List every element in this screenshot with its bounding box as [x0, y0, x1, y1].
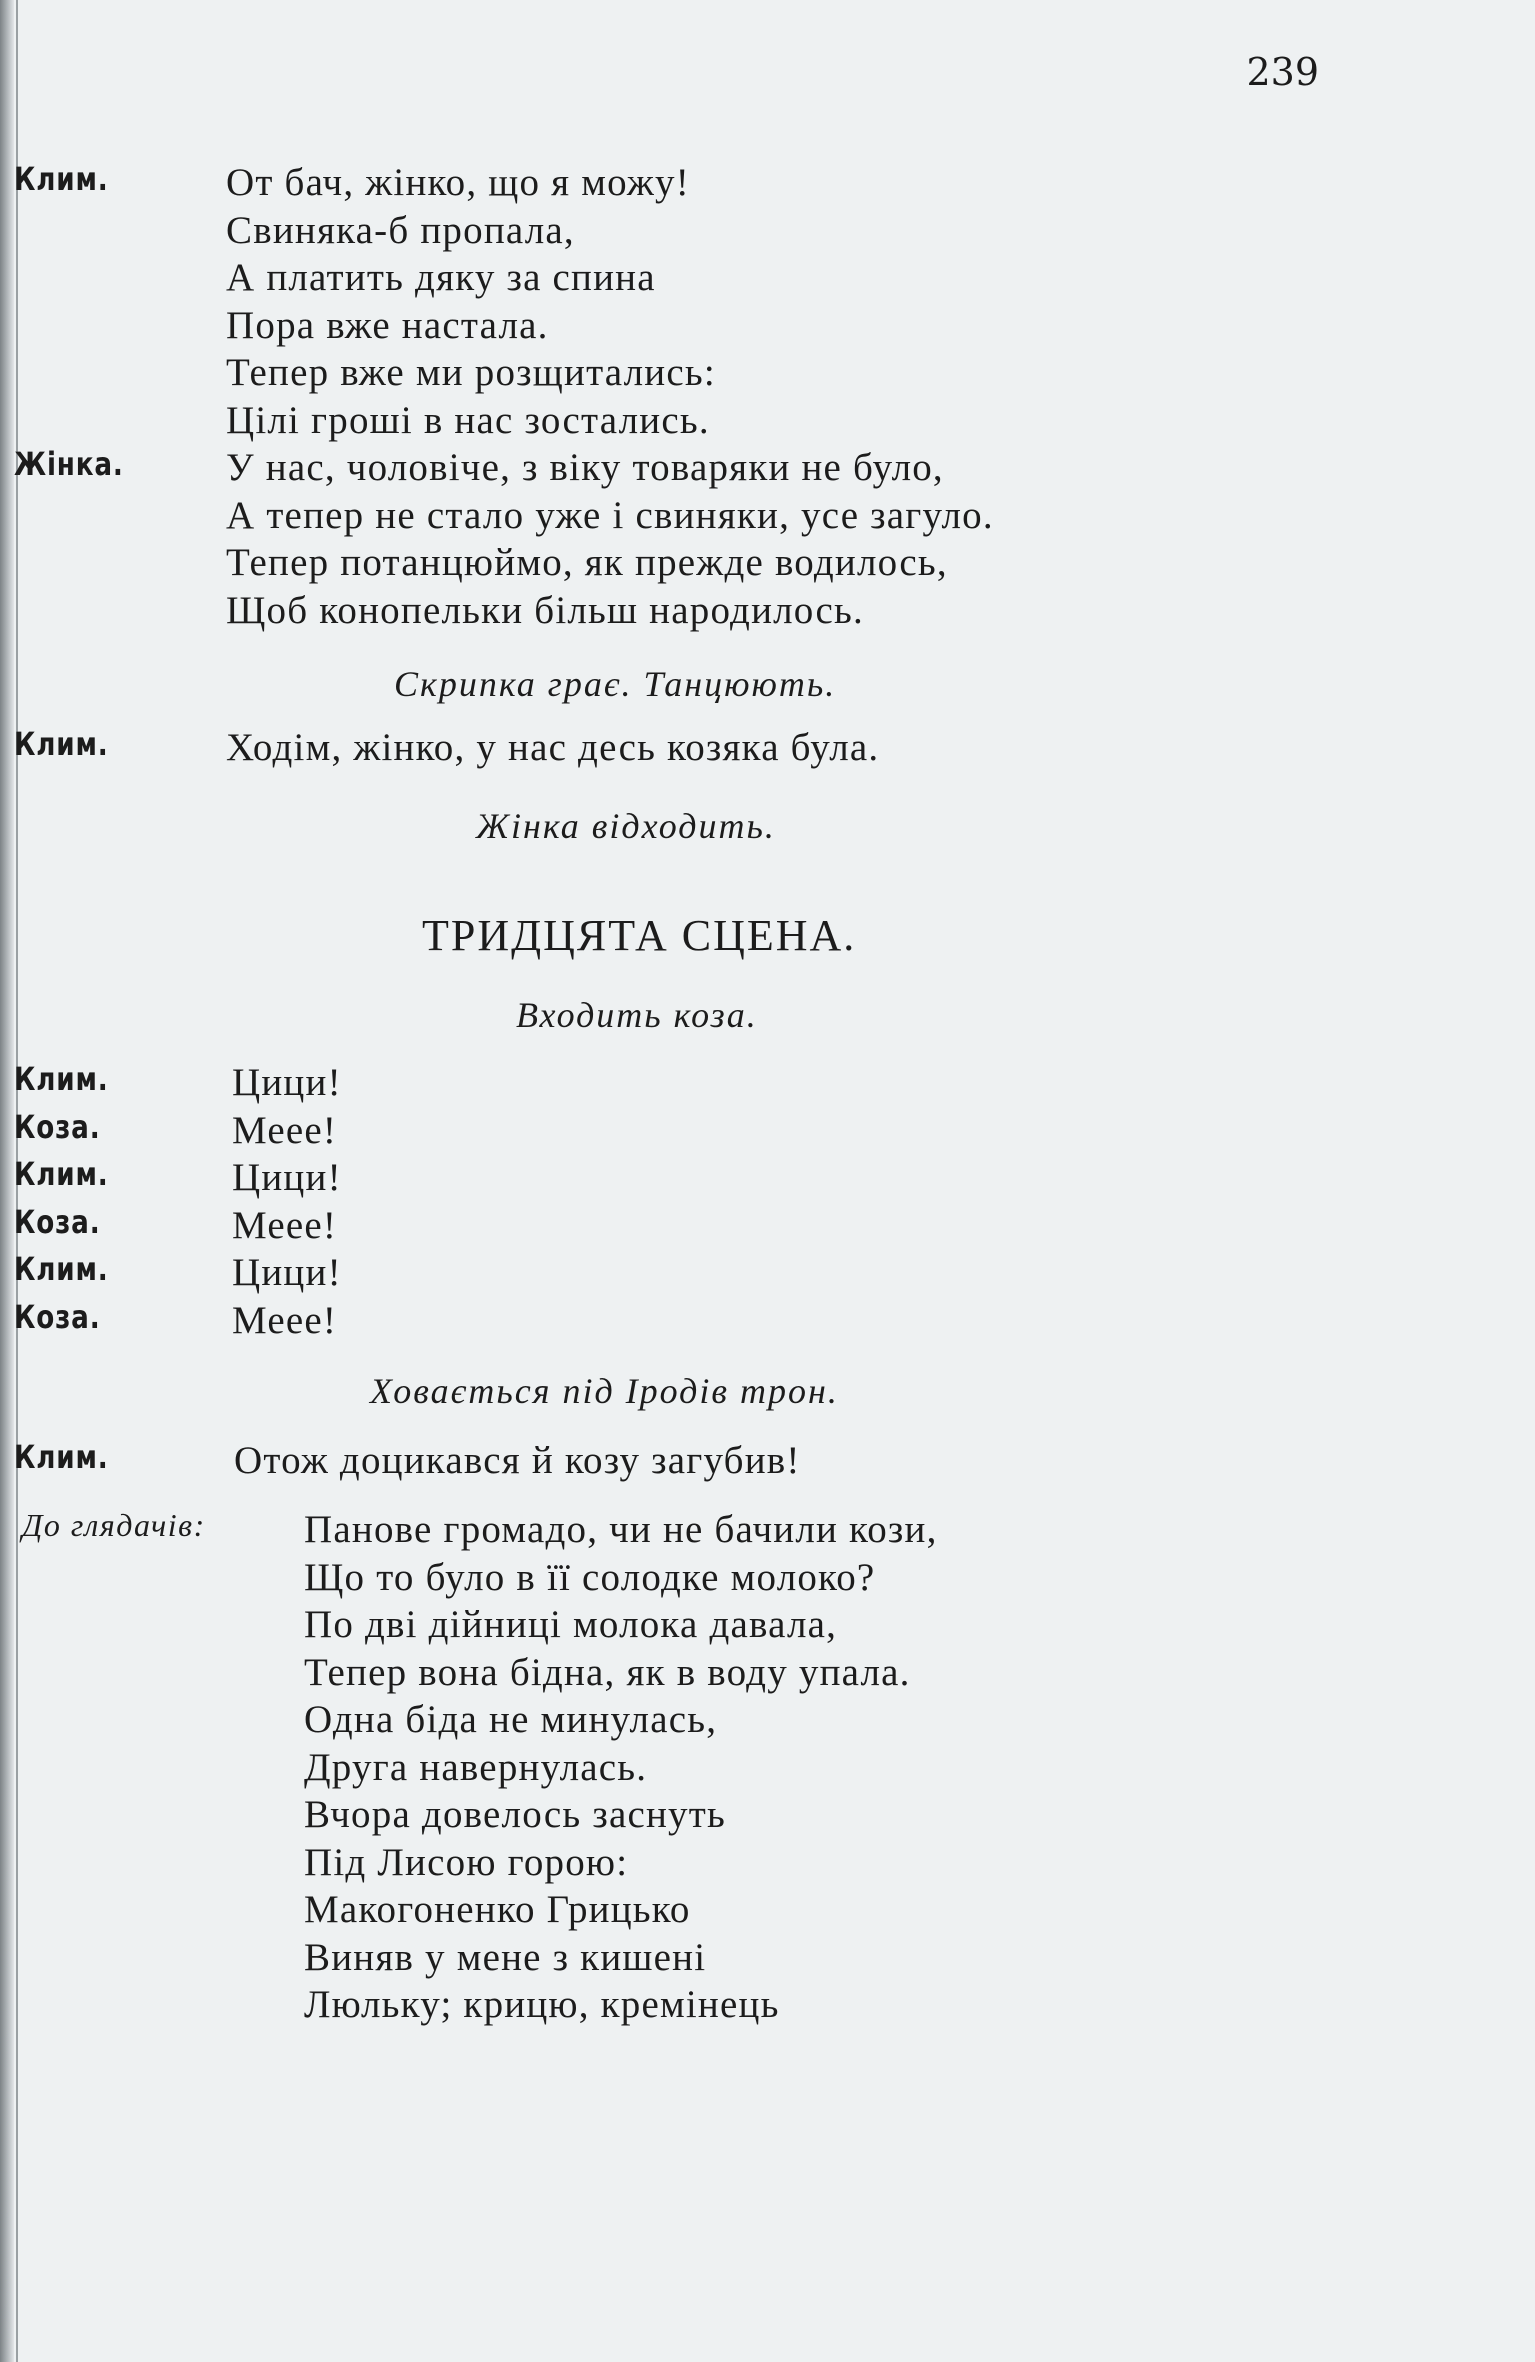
verse-text: Отож доцикався й козу загубив!	[234, 1439, 801, 1482]
speaker-label: Клим.	[14, 1060, 109, 1098]
verse-line	[0, 1745, 1535, 1791]
stage-direction-2: Жінка відходить.	[476, 806, 776, 846]
verse-line	[0, 1650, 1535, 1696]
verse-line	[0, 1935, 1535, 1981]
verse-line	[0, 303, 1535, 349]
verse-text: А тепер не стало уже і свиняки, усе загуло.	[226, 493, 994, 537]
verse-line	[0, 1697, 1535, 1743]
verse-text: У нас, чоловіче, з віку товаряки не було,	[226, 446, 944, 489]
verse-text: Тепер потанцюймо, як прежде водилось,	[226, 541, 948, 584]
speaker-label: Коза.	[14, 1202, 101, 1241]
verse-text: Мееe!	[232, 1298, 338, 1342]
speaker-label: Жінка.	[14, 445, 124, 483]
verse-line	[0, 1840, 1535, 1886]
verse-line	[0, 725, 1535, 771]
verse-line	[0, 1250, 1535, 1296]
verse-line	[0, 1060, 1535, 1106]
verse-line	[0, 1887, 1535, 1933]
verse-line	[0, 1155, 1535, 1201]
speaker-label: Коза.	[14, 1107, 101, 1146]
verse-line	[0, 493, 1535, 539]
speaker-label: Клим.	[14, 725, 109, 763]
speaker-label: Клим.	[14, 160, 109, 198]
verse-line	[0, 1108, 1535, 1154]
verse-text: По дві дійниці молока давала,	[304, 1603, 838, 1646]
verse-text: Мееe!	[232, 1203, 338, 1247]
verse-text: Ходім, жінко, у нас десь козяка була.	[226, 726, 880, 769]
verse-line	[0, 255, 1535, 301]
stage-direction-4: Ховається під Іродів трон.	[370, 1371, 839, 1411]
verse-text: Тепер вона бідна, як в воду упала.	[304, 1650, 911, 1694]
verse-text: Вчора довелось заснуть	[304, 1793, 726, 1836]
verse-line	[0, 1602, 1535, 1648]
scene-title: ТРИДЦЯТА СЦЕНА.	[422, 911, 857, 960]
verse-text: Виняв у мене з кишені	[304, 1935, 707, 1979]
verse-line	[0, 160, 1535, 206]
verse-text: Тепер вже ми розщитались:	[226, 351, 716, 394]
verse-text: Одна біда не минулась,	[304, 1698, 718, 1741]
verse-line	[0, 208, 1535, 254]
verse-text: Пора вже настала.	[226, 303, 549, 347]
verse-text: Цици!	[232, 1156, 342, 1199]
verse-text: Панове громадо, чи не бачили кози,	[304, 1508, 938, 1551]
speaker-label: Клим.	[14, 1250, 109, 1288]
verse-text: Цици!	[232, 1061, 342, 1104]
stage-direction-3: Входить коза.	[516, 995, 758, 1035]
stage-direction-1: Скрипка грає. Танцюють.	[394, 664, 837, 704]
verse-text: Свиняка-б пропала,	[226, 208, 575, 252]
verse-line	[0, 398, 1535, 444]
verse-line	[0, 588, 1535, 634]
verse-line	[0, 540, 1535, 586]
verse-line	[0, 1298, 1535, 1344]
verse-text: Друга навернулась.	[304, 1745, 648, 1789]
verse-line	[0, 1792, 1535, 1838]
verse-line	[0, 445, 1535, 491]
verse-line	[0, 350, 1535, 396]
verse-text: Що то було в її солодке молоко?	[304, 1555, 876, 1599]
verse-text: Макогоненко Грицько	[304, 1888, 691, 1931]
speaker-label: Клим.	[14, 1155, 109, 1193]
verse-text: Мееe!	[232, 1108, 338, 1152]
speaker-label: Коза.	[14, 1297, 101, 1336]
page-number: 239	[1246, 50, 1319, 94]
verse-text: Під Лисою горою:	[304, 1840, 629, 1884]
verse-text: Цілі гроші в нас зостались.	[226, 398, 710, 442]
speaker-label: Клим.	[14, 1438, 109, 1476]
verse-line	[0, 1507, 1535, 1553]
verse-text: Люльку; крицю, кремінець	[304, 1983, 780, 2026]
verse-text: Щоб конопельки більш народилось.	[226, 588, 864, 632]
verse-text: Цици!	[232, 1251, 342, 1294]
verse-line	[0, 1203, 1535, 1249]
verse-line	[0, 1438, 1535, 1484]
speaker-label-audience: До глядачів:	[22, 1507, 206, 1543]
verse-text: От бач, жінко, що я можу!	[226, 161, 690, 204]
verse-line	[0, 1982, 1535, 2028]
verse-line	[0, 1555, 1535, 1601]
verse-text: А платить дяку за спина	[226, 256, 656, 299]
